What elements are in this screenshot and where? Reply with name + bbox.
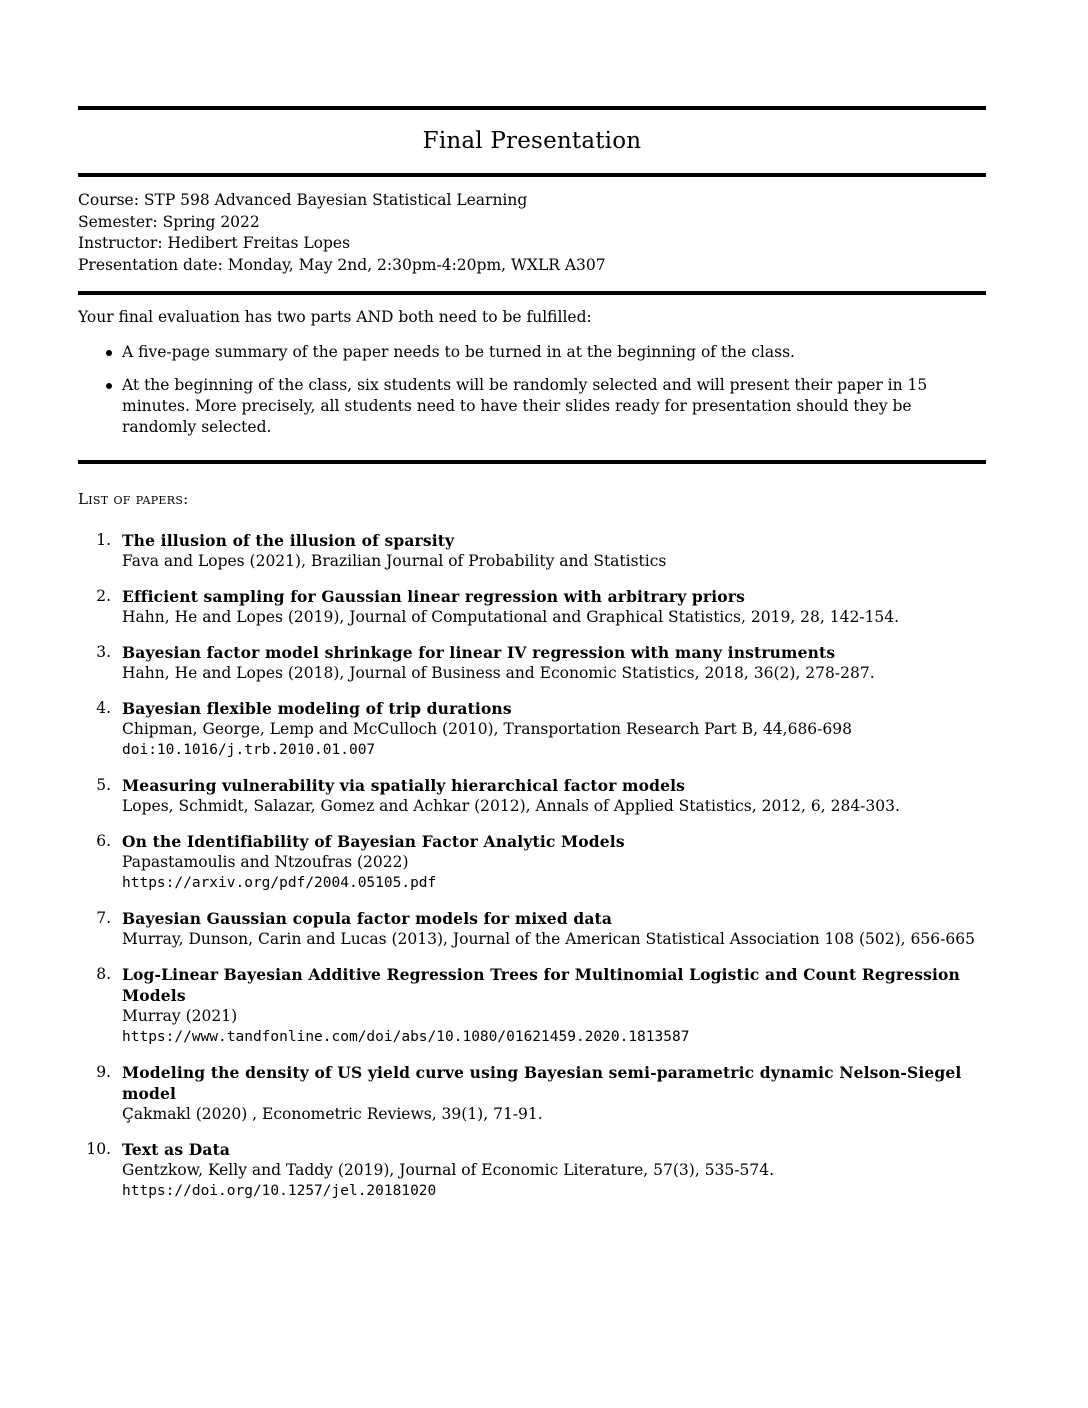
section-rule <box>78 460 986 464</box>
paper-reference: Papastamoulis and Ntzoufras (2022) <box>122 853 409 871</box>
paper-reference: Chipman, George, Lemp and McCulloch (2010), Transportation Research Part B, 44,686-698 <box>122 720 852 738</box>
papers-heading: List of papers: <box>78 490 189 508</box>
paper-title: On the Identifiability of Bayesian Factor Analytic Models <box>122 832 625 851</box>
paper-item <box>78 530 986 572</box>
paper-item <box>78 1139 986 1202</box>
paper-number: 1. <box>96 531 111 549</box>
bullet-text: A five-page summary of the paper needs to be turned in at the beginning of the class. <box>122 343 795 361</box>
paper-reference: Hahn, He and Lopes (2018), Journal of Business and Economic Statistics, 2018, 36(2), 278-287. <box>122 664 875 682</box>
paper-title: Bayesian flexible modeling of trip durations <box>122 699 512 718</box>
title-rule <box>78 173 986 177</box>
paper-reference: Gentzkow, Kelly and Taddy (2019), Journal of Economic Literature, 57(3), 535-574. <box>122 1161 775 1179</box>
bullet-icon <box>106 383 112 389</box>
paper-reference: Fava and Lopes (2021), Brazilian Journal of Probability and Statistics <box>122 552 667 570</box>
paper-item <box>78 775 986 817</box>
paper-title: The illusion of the illusion of sparsity <box>122 531 455 550</box>
paper-number: 9. <box>96 1063 111 1081</box>
document-page <box>78 106 986 1216</box>
paper-link[interactable]: https://www.tandfonline.com/doi/abs/10.1080/01621459.2020.1813587 <box>122 1029 690 1045</box>
paper-link[interactable]: https://doi.org/10.1257/jel.20181020 <box>122 1183 437 1199</box>
paper-number: 6. <box>96 832 111 850</box>
semester-line: Semester: Spring 2022 <box>78 212 260 231</box>
list-item <box>78 375 986 438</box>
paper-number: 2. <box>96 587 111 605</box>
paper-title: Modeling the density of US yield curve using Bayesian semi-parametric dynamic Nelson-Siegel model <box>122 1063 962 1103</box>
paper-reference: Hahn, He and Lopes (2019), Journal of Computational and Graphical Statistics, 2019, 28, 142-154. <box>122 608 900 626</box>
bullet-text: At the beginning of the class, six students will be randomly selected and will present their paper in 15 minutes. More precisely, all students need to have their slides ready for presentation should they be randomly selected. <box>122 376 928 436</box>
paper-item <box>78 698 986 761</box>
top-rule <box>78 106 986 110</box>
course-line: Course: STP 598 Advanced Bayesian Statistical Learning <box>78 191 528 209</box>
paper-title: Text as Data <box>122 1140 231 1159</box>
paper-reference: Lopes, Schmidt, Salazar, Gomez and Achkar (2012), Annals of Applied Statistics, 2012, 6, 284-303. <box>122 797 900 815</box>
paper-title: Efficient sampling for Gaussian linear regression with arbitrary priors <box>122 587 745 606</box>
instructor-line: Instructor: Hedibert Freitas Lopes <box>78 234 351 252</box>
paper-link[interactable]: https://arxiv.org/pdf/2004.05105.pdf <box>122 875 437 891</box>
paper-item <box>78 1062 986 1125</box>
paper-number: 10. <box>86 1140 111 1158</box>
paper-item <box>78 831 986 894</box>
presentation-date-line: Presentation date: Monday, May 2nd, 2:30pm-4:20pm, WXLR A307 <box>78 255 606 274</box>
paper-item <box>78 642 986 684</box>
paper-title: Bayesian factor model shrinkage for linear IV regression with many instruments <box>122 643 836 662</box>
paper-reference: Murray (2021) <box>122 1007 238 1025</box>
paper-reference: Murray, Dunson, Carin and Lucas (2013), Journal of the American Statistical Association 108 (502), 656-665 <box>122 930 975 948</box>
paper-item <box>78 586 986 628</box>
evaluation-intro: Your final evaluation has two parts AND both need to be fulfilled: <box>78 308 592 326</box>
paper-number: 7. <box>96 909 111 927</box>
list-item <box>78 342 986 363</box>
paper-title: Log-Linear Bayesian Additive Regression Trees for Multinomial Logistic and Count Regression Models <box>122 965 960 1005</box>
info-rule <box>78 291 986 295</box>
page-title: Final Presentation <box>422 128 642 154</box>
paper-number: 5. <box>96 776 111 794</box>
paper-number: 3. <box>96 643 111 661</box>
paper-item <box>78 964 986 1048</box>
paper-number: 4. <box>96 699 111 717</box>
papers-list <box>78 530 986 1202</box>
bullet-icon <box>106 350 112 356</box>
paper-title: Bayesian Gaussian copula factor models for mixed data <box>122 909 613 928</box>
evaluation-parts-list <box>78 342 986 438</box>
paper-reference: Çakmakl (2020) , Econometric Reviews, 39(1), 71-91. <box>122 1105 543 1123</box>
paper-title: Measuring vulnerability via spatially hierarchical factor models <box>122 776 686 795</box>
paper-link[interactable]: doi:10.1016/j.trb.2010.01.007 <box>122 742 376 758</box>
course-info <box>78 190 986 276</box>
paper-number: 8. <box>96 965 111 983</box>
paper-item <box>78 908 986 950</box>
